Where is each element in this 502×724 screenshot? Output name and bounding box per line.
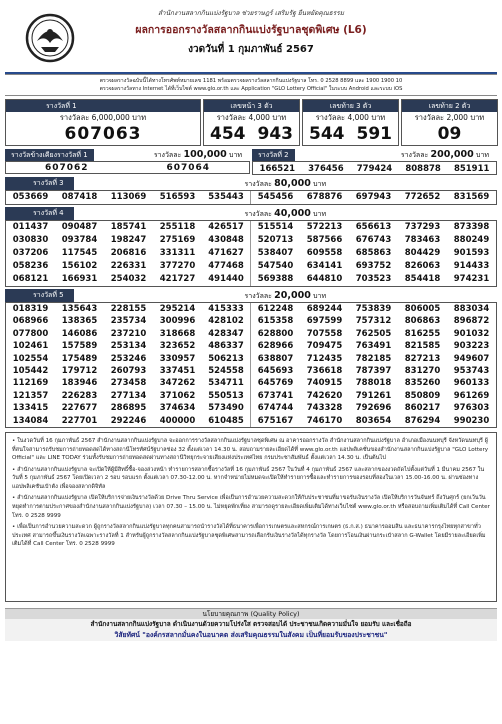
- first-prize-label: รางวัลที่ 1: [6, 100, 200, 112]
- near-first-label: รางวัลข้างเคียงรางวัลที่ 1: [5, 149, 94, 161]
- fourth-prize-number: 068121: [12, 274, 49, 284]
- fourth-prize-number: 520713: [257, 235, 294, 245]
- near-first-amount: รางวัลละ 100,000 บาท: [153, 149, 242, 160]
- back2-box: [401, 99, 498, 146]
- third-prize-number: 516593: [159, 192, 196, 202]
- fifth-prize-number: 816255: [404, 328, 441, 339]
- fourth-prize-label: รางวัลที่ 4: [5, 207, 74, 220]
- front3-number: 943: [257, 124, 293, 144]
- fifth-prize-number: 757312: [355, 316, 392, 327]
- fifth-prize-number: 787397: [355, 365, 392, 376]
- fifth-prize-number: 237210: [110, 328, 147, 339]
- page-title: ผลการออกรางวัลสลากกินแบ่งรัฐบาลชุดพิเศษ (L6): [135, 24, 367, 36]
- fourth-prize-number: 058236: [12, 261, 49, 271]
- agency-slogan: สำนักงานสลากกินแบ่งรัฐบาล ช่วยราษฎร์ เสริมรัฐ ยืนหยัดคุณธรรม: [157, 9, 345, 17]
- fifth-prize-number: 157589: [61, 341, 98, 352]
- fifth-prize-number: 134084: [12, 415, 49, 426]
- fifth-prize-number: 788018: [355, 378, 392, 389]
- fifth-prize-number: 415333: [202, 303, 251, 315]
- fifth-prize-number: 018319: [12, 304, 49, 314]
- fifth-prize-number: 736618: [306, 365, 343, 376]
- fifth-prize-number: 135643: [61, 304, 98, 314]
- first-prize-amount: รางวัลละ 6,000,000 บาท: [59, 113, 147, 122]
- second-row: [5, 149, 497, 175]
- fifth-prize-number: 102554: [12, 353, 49, 364]
- third-prize-numbers: [5, 190, 497, 205]
- fifth-prize-number: 615358: [257, 316, 294, 327]
- fourth-prize-number: 880249: [453, 235, 490, 245]
- fifth-prize-number: 712435: [306, 353, 343, 364]
- second-prize-number: 808878: [405, 164, 441, 174]
- fourth-prize-number: 491440: [202, 273, 251, 286]
- fifth-prize-number: 112169: [12, 378, 49, 389]
- fifth-prize-number: 121357: [12, 390, 49, 401]
- fifth-prize-number: 763491: [355, 341, 392, 352]
- verify-phone-text: ตรวจผลรางวัลฉบับนี้ได้ทางโทรศัพท์หมายเลข 1181 พร้อมตรวจผลรางวัลสลากกินแบ่งรัฐบาล โทร. 0 2528 8899 และ 1900 1900 10: [99, 78, 403, 84]
- third-prize-header: [5, 177, 497, 190]
- fifth-prize-number: 675167: [257, 415, 294, 426]
- back2-number: 09: [437, 124, 462, 144]
- third-prize-number: 535443: [202, 191, 251, 204]
- fifth-prize-number: 707558: [306, 328, 343, 339]
- fifth-prize-number: 428347: [202, 328, 251, 340]
- fifth-prize-number: 068966: [12, 316, 49, 327]
- third-prize-number: 772652: [404, 192, 441, 202]
- fourth-prize-amount: รางวัลละ 40,000 บาท: [244, 207, 327, 219]
- fifth-prize-number: 746170: [306, 415, 343, 426]
- verify-info: [5, 74, 497, 96]
- fourth-prize-number: 538407: [257, 248, 294, 258]
- fifth-prize-number: 323652: [159, 341, 196, 352]
- verify-internet-text: ตรวจผลรางวัลทาง Internet ได้ที่เว็บไซต์ www.glo.or.th และ Application "GLO Lottery Official" ในระบบ Android และระบบ iOS: [99, 86, 403, 92]
- third-prize-number: 678876: [306, 192, 343, 202]
- fifth-prize-number: 179712: [61, 365, 98, 376]
- third-prize-amount: รางวัลละ 80,000 บาท: [244, 177, 327, 189]
- fourth-prize-number: 255118: [159, 222, 196, 232]
- fourth-prize-number: 254032: [110, 274, 147, 284]
- fifth-prize-number: 273458: [110, 378, 147, 389]
- fourth-prize-number: 093784: [61, 235, 98, 245]
- fifth-prize-number: 227701: [61, 415, 98, 426]
- third-prize-number: 053669: [12, 192, 49, 202]
- fourth-prize-number: 117545: [61, 248, 98, 258]
- fifth-prize-number: 753839: [355, 304, 392, 314]
- third-prize-number: 113069: [110, 192, 147, 202]
- fourth-prize-number: 609558: [306, 248, 343, 258]
- fifth-prize-number: 762505: [355, 328, 392, 339]
- vision-text: วิสัยทัศน์ "องค์กรสลากมั่นคงในอนาคต ส่งเสริมคุณธรรมในสังคม เป็นที่ยอมรับของประชาชน": [114, 630, 388, 639]
- fifth-prize-number: 146086: [61, 328, 98, 339]
- fifth-prize-number: 901032: [453, 328, 490, 339]
- fifth-prize-number: 371062: [159, 390, 196, 401]
- fourth-prize-number: 515514: [257, 222, 294, 232]
- fifth-prize-number: 347262: [159, 378, 196, 389]
- fifth-prize-number: 949607: [453, 353, 490, 364]
- fifth-prize-number: 428102: [202, 315, 251, 327]
- fifth-prize-number: 524558: [202, 365, 251, 377]
- front3-label: เลขหน้า 3 ตัว: [204, 100, 299, 112]
- fourth-prize-number: 634141: [306, 261, 343, 271]
- fifth-prize-number: 674744: [257, 403, 294, 414]
- fifth-prize-number: 300996: [159, 316, 196, 327]
- fifth-prize-number: 740915: [306, 378, 343, 389]
- fifth-prize-number: 803654: [355, 415, 392, 426]
- near-first-box: [5, 149, 250, 175]
- fifth-prize-number: 318668: [159, 328, 196, 339]
- fifth-prize-number: 791261: [355, 390, 392, 401]
- fifth-prize-header: [5, 289, 497, 302]
- fifth-prize-number: 550513: [202, 390, 251, 402]
- near-first-number: 607062: [44, 163, 89, 173]
- fourth-prize-number: 737293: [404, 222, 441, 232]
- back3-number: 544: [309, 124, 345, 144]
- fifth-prize-amount: รางวัลละ 20,000 บาท: [244, 289, 327, 301]
- fifth-prize-number: 976303: [453, 403, 490, 414]
- fifth-prize-number: 400000: [159, 415, 196, 426]
- fifth-prize-number: 102461: [12, 341, 49, 352]
- fourth-prize-number: 656613: [355, 222, 392, 232]
- fourth-prize-number: 783463: [404, 235, 441, 245]
- fifth-prize-number: 960133: [453, 378, 490, 389]
- fifth-prize-number: 806005: [404, 304, 441, 314]
- fifth-prize-number: 277134: [110, 390, 147, 401]
- fifth-prize-number: 628800: [257, 328, 294, 339]
- quality-policy-text: สำนักงานสลากกินแบ่งรัฐบาล ดำเนินงานด้วยความโปร่งใส ตรวจสอบได้ ประชาชนเกิดความมั่นใจ ยอมรับ และเชื่อถือ: [90, 619, 412, 628]
- first-prize-number: 607063: [64, 124, 142, 144]
- fourth-prize-number: 587566: [306, 235, 343, 245]
- fifth-prize-number: 506213: [202, 353, 251, 365]
- fifth-prize-number: 673741: [257, 390, 294, 401]
- second-prize-amount: รางวัลละ 200,000 บาท: [400, 149, 489, 160]
- back3-amount: รางวัลละ 4,000 บาท: [315, 113, 386, 122]
- fifth-prize-number: 183946: [61, 378, 98, 389]
- quality-policy: [5, 608, 497, 641]
- fourth-prize-number: 873398: [453, 222, 490, 232]
- fifth-prize-number: 835260: [404, 378, 441, 389]
- fourth-prize-number: 206816: [110, 248, 147, 258]
- fifth-prize-number: 697599: [306, 316, 343, 327]
- fifth-prize-number: 821585: [404, 341, 441, 352]
- fourth-prize-number: 569388: [257, 274, 294, 284]
- fourth-prize-number: 185741: [110, 222, 147, 232]
- fifth-prize-number: 628966: [257, 341, 294, 352]
- fourth-prize-number: 377270: [159, 261, 196, 271]
- fifth-prize-number: 953743: [453, 365, 490, 376]
- back2-amount: รางวัลละ 2,000 บาท: [414, 113, 485, 122]
- fifth-prize-number: 850809: [404, 390, 441, 401]
- fourth-prize-number: 914433: [453, 261, 490, 271]
- fourth-prize-number: 011437: [12, 222, 49, 232]
- back3-label: เลขท้าย 3 ตัว: [303, 100, 398, 112]
- fifth-prize-number: 883034: [453, 304, 490, 314]
- note-paragraph: • เพื่อเป็นการอำนวยความสะดวก ผู้ถูกรางวัลสลากกินแบ่งรัฐบาลทุกคนสามารถนำรางวัลได้ที่ธนาคารเพื่อการเกษตรและสหกรณ์การเกษตร (ธ.ก.ส.) ธนาคารออมสิน และธนาคารกรุงไทยทุกสาขาทั่วประเทศ สามารถขึ้นเงินรางวัลเฉพาะรางวัลที่ 1 สำหรับผู้ถูกรางวัลสลากกินแบ่งรัฐบาลชุดพิเศษสามารถเลือกรับเงินรางวัลได้ทุกรางวัล โดยการโอนเงินผ่านกระเป๋าสลาก G-Wallet โดยมีรายละเอียดเพิ่มเติมได้ที่ Call Center โทร. 0 2528 9999: [12, 524, 486, 548]
- fourth-prize-number: 644810: [306, 274, 343, 284]
- fifth-prize-number: 903223: [453, 341, 490, 352]
- fifth-prize-number: 610485: [202, 415, 251, 427]
- fourth-prize-number: 430848: [202, 234, 251, 247]
- fourth-prize-header: [5, 207, 497, 220]
- third-prize-number: 697943: [355, 192, 392, 202]
- fourth-prize-number: 703523: [355, 274, 392, 284]
- near-first-number: 607064: [166, 163, 211, 173]
- second-prize-number: 376456: [308, 164, 344, 174]
- fifth-prize-number: 486337: [202, 340, 251, 352]
- fourth-prize-number: 854418: [404, 274, 441, 284]
- main-prizes: [5, 99, 497, 146]
- fourth-prize-number: 166931: [61, 274, 98, 284]
- fifth-prize-number: 645769: [257, 378, 294, 389]
- fifth-prize-number: 743328: [306, 403, 343, 414]
- fourth-prize-number: 572213: [306, 222, 343, 232]
- fourth-prize-number: 685863: [355, 248, 392, 258]
- fourth-prize-number: 477468: [202, 260, 251, 273]
- fourth-prize-number: 331311: [159, 248, 196, 258]
- fifth-prize-numbers: [5, 302, 497, 428]
- fifth-prize-number: 645693: [257, 365, 294, 376]
- first-prize-box: [5, 99, 201, 146]
- quality-policy-heading: นโยบายคุณภาพ (Quality Policy): [5, 609, 497, 619]
- third-prize-label: รางวัลที่ 3: [5, 177, 74, 190]
- announcement-notes: [5, 432, 497, 602]
- fourth-prize-number: 421727: [159, 274, 196, 284]
- fifth-prize-number: 534711: [202, 377, 251, 389]
- fifth-prize-number: 876294: [404, 415, 441, 426]
- fifth-prize-number: 337451: [159, 365, 196, 376]
- fourth-prize-number: 676743: [355, 235, 392, 245]
- fifth-prize-number: 896872: [453, 316, 490, 327]
- fourth-prize-numbers: [5, 220, 497, 287]
- fifth-prize-number: 133415: [12, 403, 49, 414]
- note-paragraph: • สำนักงานสลากกินแบ่งรัฐบาล จะเปิดให้ผู้มีสิทธิ์ซื้อ-จองล่วงหน้า ทำรายการสลากซื้อรางวัลที่ 16 กุมภาพันธ์ 2567 ในวันที่ 4 กุมภาพันธ์ 2567 และสลากของงวดถัดไปตั้งแต่วันที่ 1 มีนาคม 2567 ในวันที่ 5 กุมภาพันธ์ 2567 โดยเปิดเวลา 2 รอบ รอบแรก ตั้งแต่เวลา 07.30-12.00 น. หากจำหน่ายไม่หมดจะเปิดให้ทำรายการซื้อและทำรายการของรอบที่สองในเวลา 15.00-16.00 น. ผ่านช่องทางแอปพลิเคชันเป๋าตัง เพื่อจองสลากดิจิทัล: [12, 466, 485, 490]
- fourth-prize-number: 974231: [453, 274, 490, 284]
- fourth-prize-number: 547540: [257, 261, 294, 271]
- fifth-prize-number: 689244: [306, 304, 343, 314]
- fifth-prize-number: 860217: [404, 403, 441, 414]
- fifth-prize-number: 806863: [404, 316, 441, 327]
- fifth-prize-number: 638807: [257, 353, 294, 364]
- fifth-prize-number: 226283: [61, 390, 98, 401]
- fourth-prize-number: 804429: [404, 248, 441, 258]
- fourth-prize-number: 226331: [110, 261, 147, 271]
- fifth-prize-number: 374634: [159, 403, 196, 414]
- fifth-prize-number: 227677: [61, 403, 98, 414]
- fourth-prize-number: 037206: [12, 248, 49, 258]
- third-prize-number: 087418: [61, 192, 98, 202]
- fifth-prize-number: 138365: [61, 316, 98, 327]
- fifth-prize-number: 253134: [110, 341, 147, 352]
- front3-amount: รางวัลละ 4,000 บาท: [216, 113, 287, 122]
- fifth-prize-number: 077800: [12, 328, 49, 339]
- fourth-prize-number: 693752: [355, 261, 392, 271]
- fifth-prize-number: 292246: [110, 415, 147, 426]
- fifth-prize-number: 709475: [306, 341, 343, 352]
- glo-emblem-icon: [25, 13, 75, 63]
- back3-number: 591: [356, 124, 392, 144]
- fifth-prize-number: 286895: [110, 403, 147, 414]
- fourth-prize-number: 090487: [61, 222, 98, 232]
- fourth-prize-number: 275169: [159, 235, 196, 245]
- page-header: [5, 8, 497, 72]
- fifth-prize-number: 831270: [404, 365, 441, 376]
- fourth-prize-number: 030830: [12, 235, 49, 245]
- back3-box: [302, 99, 399, 146]
- note-paragraph: • ในงวดวันที่ 16 กุมภาพันธ์ 2567 สำนักงานสลากกินแบ่งรัฐบาล จะออกการรางวัลสลากกินแบ่งรัฐบาลชุดพิเศษ ณ อาคารออกรางวัล สำนักงานสลากกินแบ่งรัฐบาล อำเภอเมืองนนทบุรี จังหวัดนนทบุรี ผู้ที่สนใจสามารถรับชมการถ่ายทอดสดได้ทางสถานีโทรทัศน์รัฐบาลช่อง 32 ตั้งแต่เวลา 14.30 น. สอบถามรายละเอียดได้ที่ www.glo.or.th แอปพลิเคชั่นของสำนักงานสลากกินแบ่งรัฐบาล "GLO Lottery Official" และ LINE TODAY ร่วมทั้งรับชมการถ่ายทอดสดผ่านทางสถานีวิทยุกระจายเสียงแห่งประเทศไทย กรมประชาสัมพันธ์ ตั้งแต่เวลา 14.30 น. เป็นต้นไป: [12, 437, 489, 462]
- fifth-prize-number: 782185: [355, 353, 392, 364]
- front3-number: 454: [210, 124, 246, 144]
- fifth-prize-number: 612248: [257, 304, 294, 314]
- fourth-prize-number: 471627: [202, 247, 251, 260]
- second-prize-box: [252, 149, 497, 175]
- second-prize-label: รางวัลที่ 2: [252, 149, 295, 161]
- fifth-prize-number: 295214: [159, 304, 196, 314]
- fifth-prize-number: 961269: [453, 390, 490, 401]
- third-prize-number: 545456: [257, 192, 294, 202]
- fourth-prize-number: 156102: [61, 261, 98, 271]
- fifth-prize-label: รางวัลที่ 5: [5, 289, 74, 302]
- second-prize-number: 166521: [259, 164, 296, 174]
- fifth-prize-number: 330957: [159, 353, 196, 364]
- fourth-prize-number: 198247: [110, 235, 147, 245]
- fourth-prize-number: 426517: [202, 221, 251, 234]
- fifth-prize-number: 827213: [404, 353, 441, 364]
- fifth-prize-number: 990230: [453, 415, 490, 426]
- front3-box: [203, 99, 300, 146]
- fourth-prize-number: 826063: [404, 261, 441, 271]
- fifth-prize-number: 742620: [306, 390, 343, 401]
- second-prize-number: 779424: [356, 164, 393, 174]
- fifth-prize-number: 235734: [110, 316, 147, 327]
- fifth-prize-number: 175489: [61, 353, 98, 364]
- second-prize-number: 851911: [453, 164, 490, 174]
- fifth-prize-number: 228155: [110, 304, 147, 314]
- fourth-prize-number: 901593: [453, 248, 490, 258]
- fifth-prize-number: 573490: [202, 402, 251, 414]
- third-prize-number: 831569: [453, 192, 490, 202]
- fifth-prize-number: 105442: [12, 365, 49, 376]
- back2-label: เลขท้าย 2 ตัว: [402, 100, 497, 112]
- note-paragraph: • สำนักงานสลากกินแบ่งรัฐบาล เปิดให้บริการจ่ายเงินรางวัลด้วย Drive Thru Service เพื่อเป็นการอำนวยความสะดวกให้กับประชาชนที่มาขอรับเงินรางวัล เปิดให้บริการวันจันทร์ ถึงวันศุกร์ (ยกเว้นวันหยุดทำการตามประกาศของสำนักงานสลากกินแบ่งรัฐบาล) เวลา 07.30 – 15.00 น. ไม่หยุดพักเที่ยง สามารถดูรายละเอียดเพิ่มเติมได้ทางเว็บไซต์ www.glo.or.th หรือสอบถามเพิ่มเติมได้ที่ Call Center โทร. 0 2528 9999: [12, 495, 490, 519]
- fifth-prize-number: 792696: [355, 403, 392, 414]
- fifth-prize-number: 260793: [110, 365, 147, 376]
- draw-date: งวดวันที่ 1 กุมภาพันธ์ 2567: [188, 44, 314, 55]
- fifth-prize-number: 253246: [110, 353, 147, 364]
